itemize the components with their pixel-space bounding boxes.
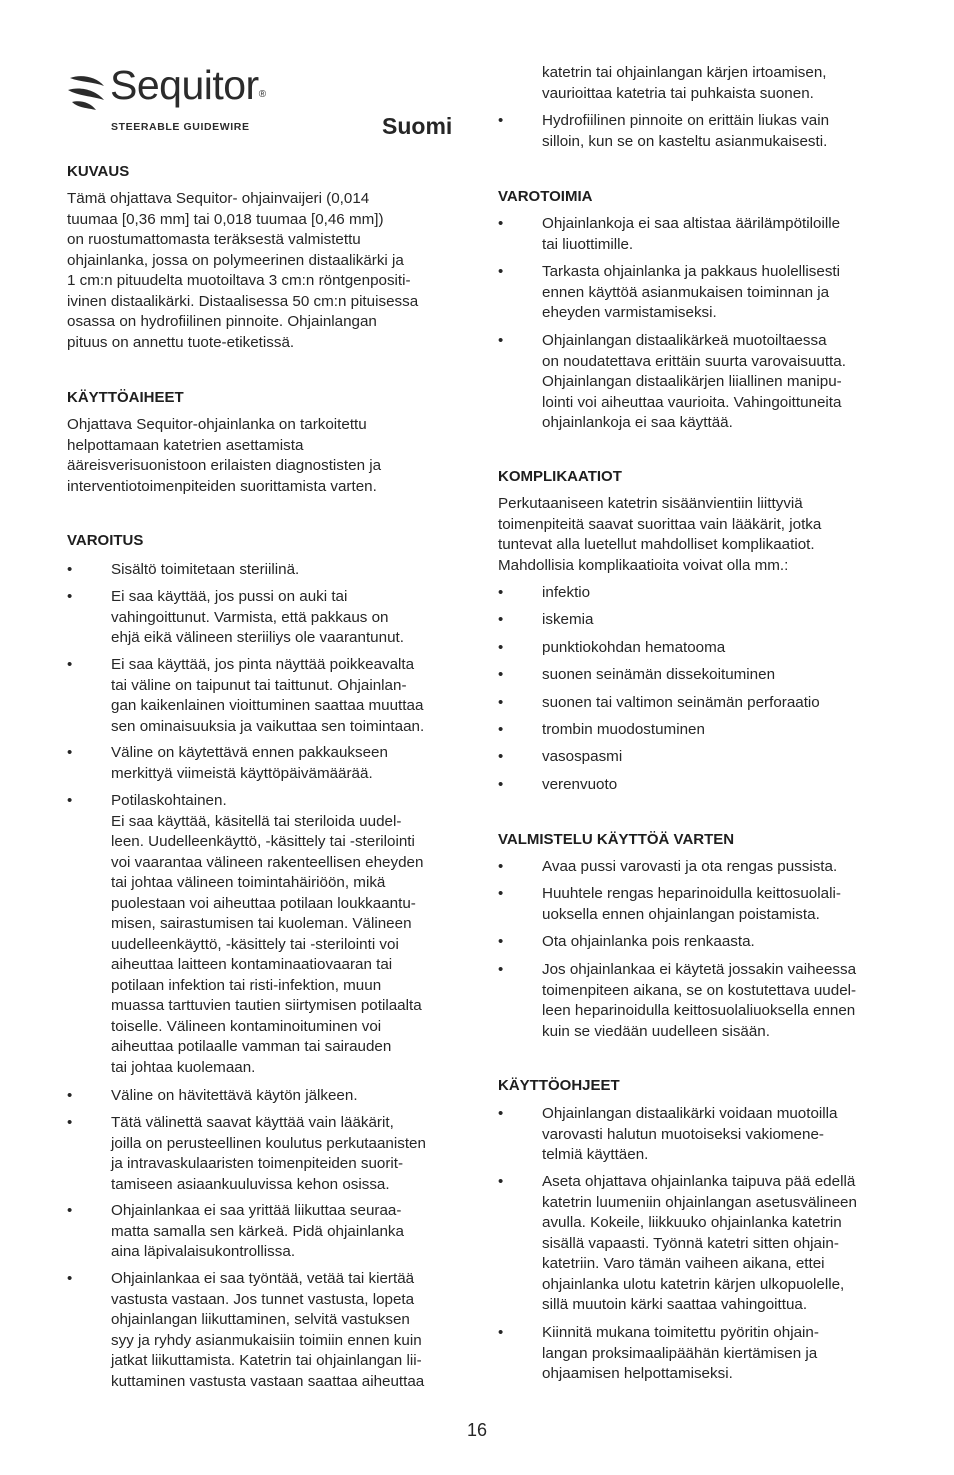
bullet: • <box>67 1114 73 1131</box>
bullet: • <box>67 744 73 761</box>
bullet: • <box>498 885 504 902</box>
bullet: • <box>498 858 504 875</box>
section-heading-kayttoohjeet: KÄYTTÖOHJEET <box>498 1077 620 1094</box>
bullet: • <box>498 694 504 711</box>
section-heading-valmistelu: VALMISTELU KÄYTTÖÄ VARTEN <box>498 831 735 848</box>
brand-logo <box>66 64 276 136</box>
bullet: • <box>67 588 73 605</box>
bullet: • <box>67 1202 73 1219</box>
bullet: • <box>498 263 504 280</box>
bullet: • <box>498 776 504 793</box>
page-number: 16 <box>466 1420 488 1440</box>
bullet: • <box>498 584 504 601</box>
brand-subtitle: STEERABLE GUIDEWIRE <box>111 121 250 133</box>
section-heading-varotoimia: VAROTOIMIA <box>498 188 593 205</box>
bullet: • <box>498 933 504 950</box>
section-heading-komplikaatiot: KOMPLIKAATIOT <box>498 468 622 485</box>
kayttoaiheet-text: Ohjattava Sequitor-ohjainlanka on tarkoitettu helpottamaan katetrien asettamista ääreisverisuonistoon erilaisten diagnostisten ja interventiotoimenpiteiden suorittamista varten. <box>67 416 382 495</box>
bullet: • <box>67 1087 73 1104</box>
kuvaus-text: Tämä ohjattava Sequitor- ohjainvaijeri (0,014 tuumaa [0,36 mm] tai 0,018 tuumaa [0,46 mm]) on ruostumattomasta teräksestä valmistettu ohjainlanka, jossa on polymeerinen distaalikärki ja 1 cm:n pituudelta muotoiltava 3 cm:n röntgenpositi- ivinen distaalikärki. Distaalisessa 50 cm:n pituisessa osassa on hydrofiilinen pinnoite. Ohjainlangan pituus on annettu tuote-etiketissä. <box>67 190 419 351</box>
bullet: • <box>67 656 73 673</box>
bullet: • <box>498 1173 504 1190</box>
bullet: • <box>498 1324 504 1341</box>
bullet: • <box>498 611 504 628</box>
bullet: • <box>67 1270 73 1287</box>
bullet: • <box>498 215 504 232</box>
bullet: • <box>498 112 504 129</box>
language-title: Suomi <box>382 113 453 139</box>
bullet: • <box>498 332 504 349</box>
brand-name: Sequitor® <box>110 62 266 108</box>
bullet: • <box>67 561 73 578</box>
section-heading-kayttoaiheet: KÄYTTÖAIHEET <box>67 389 184 406</box>
bullet: • <box>498 639 504 656</box>
sequitor-logo-icon <box>66 70 108 112</box>
section-heading-varoitus: VAROITUS <box>67 532 144 549</box>
section-heading-kuvaus: KUVAUS <box>67 163 130 180</box>
komplikaatiot-text: Perkutaaniseen katetrin sisäänvientiin liittyviä toimenpiteitä saavat suorittaa vain lääkärit, jotka tuntevat alla luetellut mahdolliset komplikaatiot. Mahdollisia komplikaatioita voivat olla mm.: <box>498 495 822 574</box>
bullet: • <box>498 666 504 683</box>
bullet: • <box>498 1105 504 1122</box>
bullet: • <box>498 748 504 765</box>
bullet: • <box>498 961 504 978</box>
bullet: • <box>498 721 504 738</box>
bullet: • <box>67 792 73 809</box>
